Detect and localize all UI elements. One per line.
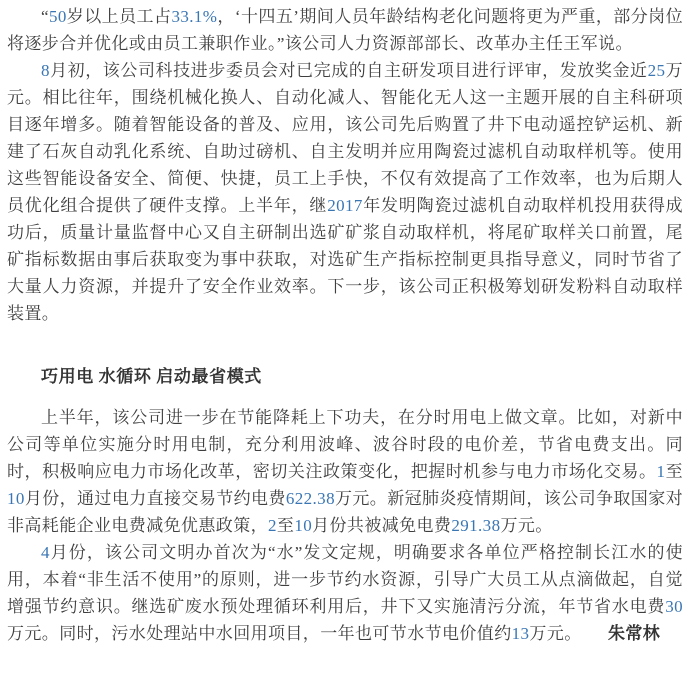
numeric-text: 10 — [7, 489, 25, 508]
numeric-text: 13 — [511, 624, 530, 643]
text-segment: 月份共被减免电费 — [312, 516, 452, 535]
numeric-text: 1 — [656, 462, 666, 481]
text-segment: 月份，通过电力直接交易节约电费 — [24, 489, 286, 508]
text-segment: “ — [41, 7, 49, 26]
text-segment: 上半年，该公司进一步在节能降耗上下功夫，在分时用电上做文章。比如，对新中公司等单位实施分时用电制，充分利用波峰、波谷时段的电价差，节省电费支出。同时，积极响应电力市场化改革，密切关注政策变化，把握时机参与电力市场化交易。 — [7, 408, 683, 481]
numeric-text: 291.38 — [451, 516, 501, 535]
text-segment: 万元。相比往年，围绕机械化换人、自动化减人、智能化无人这一主题开展的自主科研项目逐年增多。随着智能设备的普及、应用，该公司先后购置了井下电动遥控铲运机、新建了石灰自动乳化系统、自助过磅机、自主发明并应用陶瓷过滤机自动取样机等。使用这些智能设备安全、简便、快捷，员工上手快，不仅有效提高了工作效率，也为后期人员优化组合提供了硬件支撑。上半年，继 — [7, 61, 683, 215]
numeric-text: 2017 — [327, 196, 363, 215]
numeric-text: 2 — [268, 516, 277, 535]
text-segment: 年发明陶瓷过滤机自动取样机投用获得成功后，质量计量监督中心又自主研制出选矿矿浆自动取样机，将尾矿取样关口前置，尾矿指标数据由事后获取变为事中获取，对选矿生产指标控制更具指导意义，同时节省了大量人力资源，并提升了安全作业效率。下一步，该公司正积极筹划研发粉料自动取样装置。 — [7, 196, 684, 323]
text-segment: 至 — [665, 462, 683, 481]
bold-text: 巧用电 水循环 启动最省模式 — [41, 367, 262, 386]
paragraph — [7, 539, 683, 647]
text-segment: 万元。 — [500, 516, 553, 535]
paragraph — [7, 404, 683, 539]
paragraph — [7, 3, 683, 57]
numeric-text: 30 — [665, 597, 683, 616]
numeric-text: 622.38 — [285, 489, 335, 508]
numeric-text: 10 — [294, 516, 313, 535]
text-segment: 至 — [276, 516, 295, 535]
article-body — [7, 3, 683, 647]
text-segment: 岁以上员工占 — [66, 7, 172, 26]
bold-text: 朱常林 — [607, 624, 661, 643]
text-segment: 月份，该公司文明办首次为“水”发文定规，明确要求各单位严格控制长江水的使用，本着“非生活不使用”的原则，进一步节约水资源，引导广大员工从点滴做起，自觉增强节约意识。继选矿废水预处理循环利用后，井下又实施清污分流，年节省水电费 — [7, 543, 683, 616]
numeric-text: 33.1% — [171, 7, 218, 26]
numeric-text: 8 — [41, 61, 50, 80]
text-segment: 月初，该公司科技进步委员会对已完成的自主研发项目进行评审，发放奖金近 — [49, 61, 648, 80]
text-segment — [573, 624, 608, 643]
text-segment: 万元。同时，污水处理站中水回用项目，一年也可节水节电价值约 — [7, 624, 512, 643]
paragraph — [7, 57, 683, 327]
numeric-text: 4 — [41, 543, 50, 562]
text-segment: 万元。新冠肺炎疫情期间，该公司争取国家对非高耗能企业电费减免优惠政策， — [7, 489, 684, 535]
numeric-text: 50 — [48, 7, 67, 26]
text-segment: ，‘十四五’期间人员年龄结构老化问题将更为严重，部分岗位将逐步合并优化或由员工兼职作业。”该公司人力资源部部长、改革办主任王军说。 — [7, 7, 683, 53]
text-segment: 万元。 — [529, 624, 574, 643]
numeric-text: 25 — [647, 61, 666, 80]
section-heading — [7, 363, 683, 390]
